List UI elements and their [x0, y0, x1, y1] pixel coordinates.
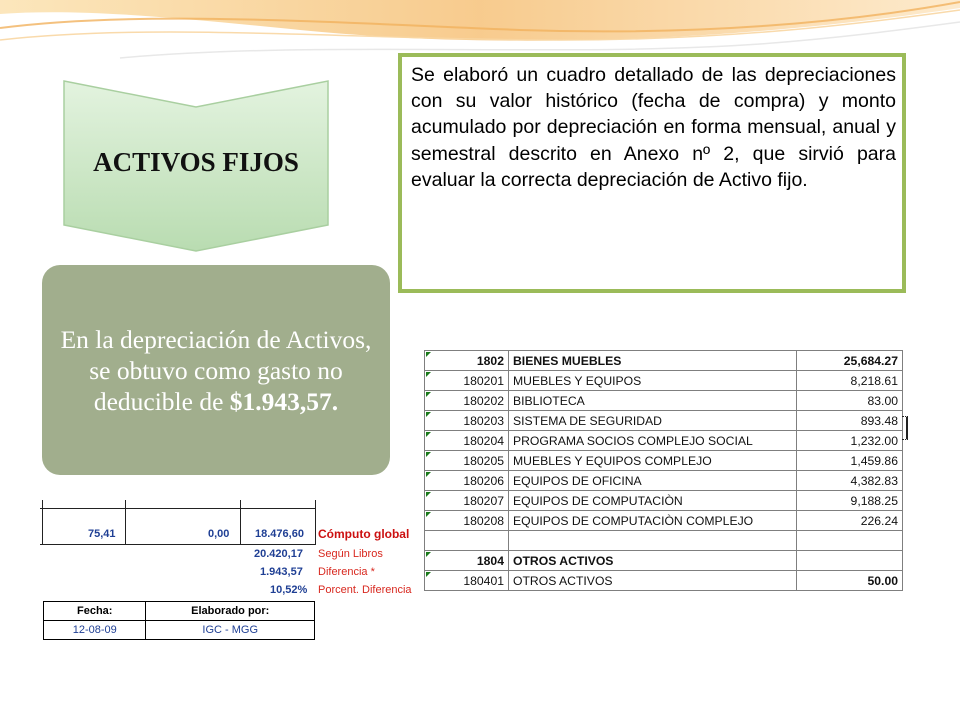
- table-row: [425, 371, 903, 391]
- account-name: BIBLIOTECA: [509, 391, 797, 411]
- account-code: 180401: [425, 571, 509, 591]
- grid-line: [40, 544, 316, 545]
- summary-value-2: 1.943,57: [260, 566, 303, 578]
- cell-marker: [902, 416, 908, 440]
- depreciation-note-card: [42, 265, 390, 475]
- row-value-1: 75,41: [88, 528, 116, 540]
- account-amount: [797, 551, 903, 571]
- table-row: [425, 531, 903, 551]
- account-amount: 8,218.61: [797, 371, 903, 391]
- summary-label-3: Porcent. Diferencia: [318, 584, 412, 596]
- table-row: [425, 491, 903, 511]
- account-code: 180208: [425, 511, 509, 531]
- computo-spreadsheet: [40, 500, 415, 650]
- account-amount: 1,232.00: [797, 431, 903, 451]
- account-code: 1804: [425, 551, 509, 571]
- table-row: [425, 431, 903, 451]
- account-amount: 83.00: [797, 391, 903, 411]
- account-code: 180207: [425, 491, 509, 511]
- fecha-value: 12-08-09: [44, 621, 146, 640]
- account-amount: 4,382.83: [797, 471, 903, 491]
- fecha-header: Fecha:: [44, 602, 146, 621]
- summary-label-1: Según Libros: [318, 548, 383, 560]
- summary-value-1: 20.420,17: [254, 548, 303, 560]
- account-name: PROGRAMA SOCIOS COMPLEJO SOCIAL: [509, 431, 797, 451]
- account-code: [425, 531, 509, 551]
- grid-line: [42, 500, 43, 544]
- account-amount: 226.24: [797, 511, 903, 531]
- grid-line: [40, 508, 316, 509]
- chevron-title: ACTIVOS FIJOS: [93, 147, 299, 177]
- accounts-table: [424, 350, 903, 591]
- row-value-3: 18.476,60: [255, 528, 304, 540]
- summary-label-2: Diferencia *: [318, 566, 375, 578]
- account-name: EQUIPOS DE COMPUTACIÒN COMPLEJO: [509, 511, 797, 531]
- account-name: MUEBLES Y EQUIPOS: [509, 371, 797, 391]
- activos-fijos-chevron: [60, 75, 332, 257]
- account-code: 180201: [425, 371, 509, 391]
- table-row: [425, 351, 903, 371]
- elaborado-header: Elaborado por:: [146, 602, 315, 621]
- account-name: EQUIPOS DE OFICINA: [509, 471, 797, 491]
- account-name: BIENES MUEBLES: [509, 351, 797, 371]
- account-code: 180203: [425, 411, 509, 431]
- account-code: 180206: [425, 471, 509, 491]
- account-amount: 9,188.25: [797, 491, 903, 511]
- computo-global-label: Cómputo global: [318, 527, 410, 541]
- grid-line: [315, 500, 316, 544]
- account-amount: 25,684.27: [797, 351, 903, 371]
- account-name: SISTEMA DE SEGURIDAD: [509, 411, 797, 431]
- table-row: [425, 471, 903, 491]
- account-name: OTROS ACTIVOS: [509, 551, 797, 571]
- account-name: OTROS ACTIVOS: [509, 571, 797, 591]
- table-row: [425, 451, 903, 471]
- signature-table: [43, 601, 315, 640]
- accounts-spreadsheet: [424, 350, 904, 610]
- elaborado-value: IGC - MGG: [146, 621, 315, 640]
- table-row: [425, 391, 903, 411]
- account-name: MUEBLES Y EQUIPOS COMPLEJO: [509, 451, 797, 471]
- table-row: [425, 571, 903, 591]
- table-row: [425, 511, 903, 531]
- description-box: Se elaboró un cuadro detallado de las depreciaciones con su valor histórico (fecha de compra) y monto acumulado por depreciación en forma mensual, anual y semestral descrito en Anexo nº 2, que sirvió para evaluar la correcta depreciación de Activo fijo.: [398, 53, 906, 293]
- note-body: En la depreciación de Activos, se obtuvo como gasto no deducible de: [60, 324, 372, 416]
- grid-line: [240, 500, 241, 544]
- note-text: [52, 324, 380, 417]
- account-amount: 893.48: [797, 411, 903, 431]
- account-amount: 1,459.86: [797, 451, 903, 471]
- account-name: [509, 531, 797, 551]
- account-code: 180204: [425, 431, 509, 451]
- summary-value-3: 10,52%: [270, 584, 308, 596]
- account-code: 180205: [425, 451, 509, 471]
- account-code: 180202: [425, 391, 509, 411]
- row-value-2: 0,00: [208, 528, 230, 540]
- account-code: 1802: [425, 351, 509, 371]
- table-row: [425, 551, 903, 571]
- table-row: [425, 411, 903, 431]
- account-amount: 50.00: [797, 571, 903, 591]
- grid-line: [125, 500, 126, 544]
- account-amount: [797, 531, 903, 551]
- note-amount: $1.943,57.: [229, 386, 339, 416]
- account-name: EQUIPOS DE COMPUTACIÒN: [509, 491, 797, 511]
